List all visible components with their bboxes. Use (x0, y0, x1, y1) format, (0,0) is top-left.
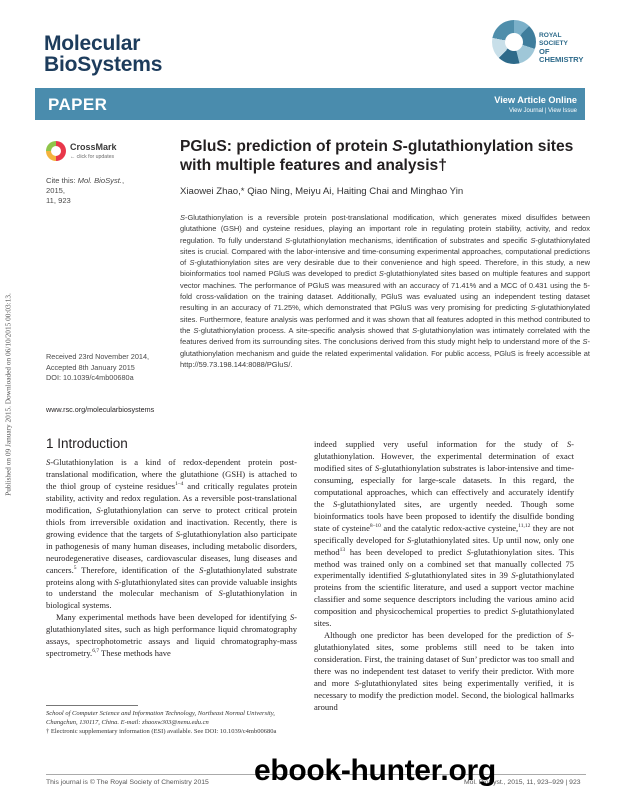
paragraph-run: -glutathionylated sites. (314, 606, 574, 629)
paragraph-run: -glutathionylated sites. Up until now, only one method (314, 534, 574, 557)
doi: DOI: 10.1039/c4mb00680a (46, 373, 134, 382)
crossmark-sublabel: ← click for updates (70, 154, 115, 160)
abstract-run: S (189, 258, 195, 268)
cite-year: , 2015, (46, 176, 125, 195)
paragraph-run: S (199, 564, 204, 575)
abstract-run: S (378, 269, 384, 279)
side-stamp (0, 228, 14, 568)
paragraph-run: S (46, 457, 51, 467)
journal-url-link[interactable]: www.rsc.org/molecularbiosystems (46, 405, 155, 414)
section-heading-introduction: 1 Introduction (46, 436, 128, 451)
paragraph-run: S (289, 612, 295, 623)
abstract-run: S (193, 325, 199, 335)
paragraph-run: S (175, 528, 180, 539)
abstract-run: S (412, 325, 418, 335)
view-article-online-link[interactable]: View Article Online (494, 95, 577, 105)
abstract-run: -glutathionylated sites based on multiple features and support vector machines. The performance of PGluS was measured with an accuracy of 71.41% and a MCC of 0.431 using the 5-fold cross-validation on the training dataset. Additionally, PGluS was evaluated using an independent testing dataset resulting in an accuracy of 71.25%, which demonstrated that PGluS was very promising for predicting (180, 269, 591, 313)
abstract-run: -glutathionylation sites are very desirable due to their convenience and high speed. Therefore, in this study, a new bioinformatics tool named PGluS was developed to predict (180, 258, 590, 279)
footer-citation: Mol. BioSyst., 2015, 11, 923–929 | 923 (464, 779, 581, 786)
paragraph-run: Many experimental methods have been developed for identifying (56, 612, 290, 623)
paragraph-run: S (218, 588, 223, 599)
paragraph-run: -glutathionylation can serve to protect critical protein thiols from irreversible oxidation and inactivation. Recently, there is growing evidence that the targets of (46, 504, 297, 539)
abstract-run: -glutathionylated sites. Furthermore, feature analysis was performed and it was shown that all features adopted in this method contributed to the (180, 303, 590, 335)
paragraph-run: 8–10 (369, 522, 381, 529)
paragraph-run: and critically regulates protein stability, activity and redox regulation. As a reversible post-translational modification, (46, 480, 297, 515)
paragraph-run: S (466, 546, 471, 557)
paragraph-run: -glutathionylated substrate proteins along with (46, 564, 297, 587)
paragraph-run: they are not specifically developed for (314, 522, 575, 545)
paragraph-run: -glutathionylation. However, the experimental determination of exact modified sites of (314, 439, 574, 473)
paragraph (46, 612, 297, 660)
body-column-right (314, 439, 574, 714)
paragraph-run: S (566, 630, 572, 641)
accepted-date: Accepted 8th January 2015 (46, 362, 135, 372)
abstract-run: -glutathionylated sites is crucial. Compared with the labor-intensive and time-consuming experimental approaches, computational predictions of (180, 235, 590, 268)
paragraph-run: 5 (73, 564, 77, 571)
footnote-divider (46, 705, 138, 706)
paragraph-run: -Glutathionylation is a kind of redox-dependent protein post-translational modification, where the glutathione (GSH) is attached to the thiol group of cysteine residues (46, 457, 297, 491)
paragraph-run: These methods have (99, 648, 171, 659)
crossmark-label: CrossMark (70, 142, 117, 152)
abstract-run: -glutathionylation process. A site-specific analysis showed that (198, 325, 413, 335)
paragraph-run: -glutathionylated sites can provide valuable insights to understand the molecular mechanism of (46, 576, 297, 599)
rsc-logo-line2: OF CHEMISTRY (539, 47, 584, 64)
article-title (180, 137, 590, 175)
paragraph-run: 11,12 (518, 522, 531, 529)
rsc-logo-text (539, 32, 584, 64)
title-part2: -glutathionylation sites with multiple features and analysis† (180, 138, 574, 174)
paragraph-run: 6,7 (92, 648, 100, 655)
abstract-run: -glutathionylation mechanisms, identification of substrates and specific (290, 235, 531, 245)
title-part1: PGluS: prediction of protein (180, 138, 393, 155)
journal-name-line2: BioSystems (44, 53, 163, 76)
paragraph-run: -glutathionylated sites, are urgently needed. Though some bioinformatics tools have been proposed to identify the disulfide bonding state of cysteine (314, 498, 574, 533)
abstract (180, 212, 590, 370)
rsc-logo-line1: ROYAL SOCIETY (539, 32, 568, 47)
paragraph-run: S (333, 498, 338, 509)
paragraph-run: -glutathionylated sites, some problems still need to be taken into consideration. First, the training dataset of Sun’ predictor was too small and there was no independent test dataset to verify their predictor. With more and more (314, 630, 574, 689)
view-journal-issue-links[interactable]: View Journal | View Issue (508, 108, 577, 114)
abstract-run: S (530, 303, 536, 313)
paragraph-run: S (114, 576, 119, 587)
crossmark-icon (46, 141, 66, 161)
journal-name (44, 33, 162, 75)
paragraph-run: 1–4 (175, 481, 184, 488)
author-list: Xiaowei Zhao,* Qiao Ning, Meiyu Ai, Haiting Chai and Minghao Yin (180, 186, 464, 197)
received-dates (46, 352, 171, 384)
rsc-emblem-icon (492, 20, 536, 64)
crossmark-badge[interactable] (46, 140, 116, 164)
rsc-logo (492, 16, 584, 68)
cite-page: , 923 (53, 196, 71, 205)
paragraph-run: S (566, 439, 572, 449)
abstract-run: S (582, 337, 588, 347)
body-column-left (46, 457, 297, 660)
paragraph (314, 439, 574, 630)
paragraph-run: -glutathionylated sites, such as high performance liquid chromatography assays, spectrophotometric assays and liquid chromatography-mass spectrometry. (46, 612, 297, 659)
side-stamp-text: Published on 09 January 2015. Downloaded on 06/10/2015 00:03:13. (3, 293, 13, 496)
abstract-run: S (285, 235, 291, 245)
footnote-esi: † Electronic supplementary information (ESI) available. See DOI: 10.1039/c4mb00680a (46, 728, 277, 736)
article-type-label: PAPER (48, 95, 108, 114)
paragraph-run: S (404, 570, 410, 581)
journal-name-line1: Molecular (44, 32, 141, 55)
cite-label: Cite this: (46, 176, 78, 185)
paragraph-run: indeed supplied very useful information for the study of (314, 439, 567, 449)
abstract-run: -glutathionylation mechanism and guide the related experimental validation. For public access, PGluS is freely accessible at http://59.73.198.144:8088/PGluS/. (180, 337, 590, 369)
paragraph-run: -glutathionylated sites being experimentally verified, it is necessary to modify the prediction model. Second, the biological hallmarks around (314, 678, 574, 712)
paragraph-run: -glutathionylated proteins from the scientific literature, and used a support vector machine classifier and some sequence descriptors including the various amino acid composition and physicochemical properties to predict (314, 570, 574, 617)
paragraph-run: S (407, 534, 412, 545)
paragraph-run: and the catalytic redox-active cysteine, (380, 522, 519, 533)
citation-info (46, 176, 138, 206)
paragraph-run: -glutathionylation sites. This method was trained only on a combined set that manually collected 75 experimentally identified (314, 546, 574, 581)
paragraph-run: -glutathionylated sites in 39 (409, 570, 512, 581)
paragraph-run: -glutathionylation in biological systems. (46, 588, 297, 611)
paragraph-run: S (511, 606, 516, 617)
paragraph-run: S (96, 504, 101, 515)
paragraph-run: -glutathionylation substrates is labor-intensive and time-consuming, especially for large-scale datasets. In this regard, the computational approaches, which can effectively and accurately identify the (314, 462, 574, 509)
paragraph-run: Although one predictor has been developed for the prediction of (324, 630, 567, 641)
abstract-run: S (530, 235, 536, 245)
abstract-run: S (180, 213, 185, 222)
abstract-run: -Glutathionylation is a reversible protein post-translational modification, which generates mixed disulfides between glutathione (GSH) and cysteine residues, playing an important role in regulating protein stability, activity, and redox regulation. To fully understand (180, 213, 590, 245)
cite-journal: Mol. BioSyst. (77, 176, 122, 185)
paragraph-run: S (374, 462, 380, 473)
abstract-run: -glutathionylation was intimately correlated with the features derived from its surrounding sites. The conclusions derived from this study might help to understand more of the (180, 325, 591, 347)
paragraph (46, 457, 297, 612)
footer-copyright: This journal is © The Royal Society of Chemistry 2015 (46, 779, 209, 786)
paragraph-run: -glutathionylation also participate in pathogenesis of many human diseases, including metabolic disorders, neurodegenerative diseases, cardiovascular diseases, lung diseases and cancers. (46, 528, 297, 575)
footnote-affiliation: School of Computer Science and Information Technology, Northeast Normal University, Changchun, 130117, China. E-mail: zhaoxw303@nenu.edu.cn (46, 710, 275, 727)
paragraph-run: S (511, 570, 516, 581)
cite-volume: 11 (46, 196, 54, 205)
watermark: ebook-hunter.org (254, 754, 496, 787)
paragraph-run: S (354, 678, 359, 689)
title-italic: S (392, 138, 403, 155)
received-date: Received 23rd November 2014, (46, 352, 150, 361)
paragraph-run: Therefore, identification of the (76, 564, 200, 575)
paragraph (314, 630, 574, 714)
paragraph-run: 13 (339, 546, 346, 553)
paragraph-run: has been developed to predict (345, 546, 467, 557)
footnotes (46, 709, 297, 737)
